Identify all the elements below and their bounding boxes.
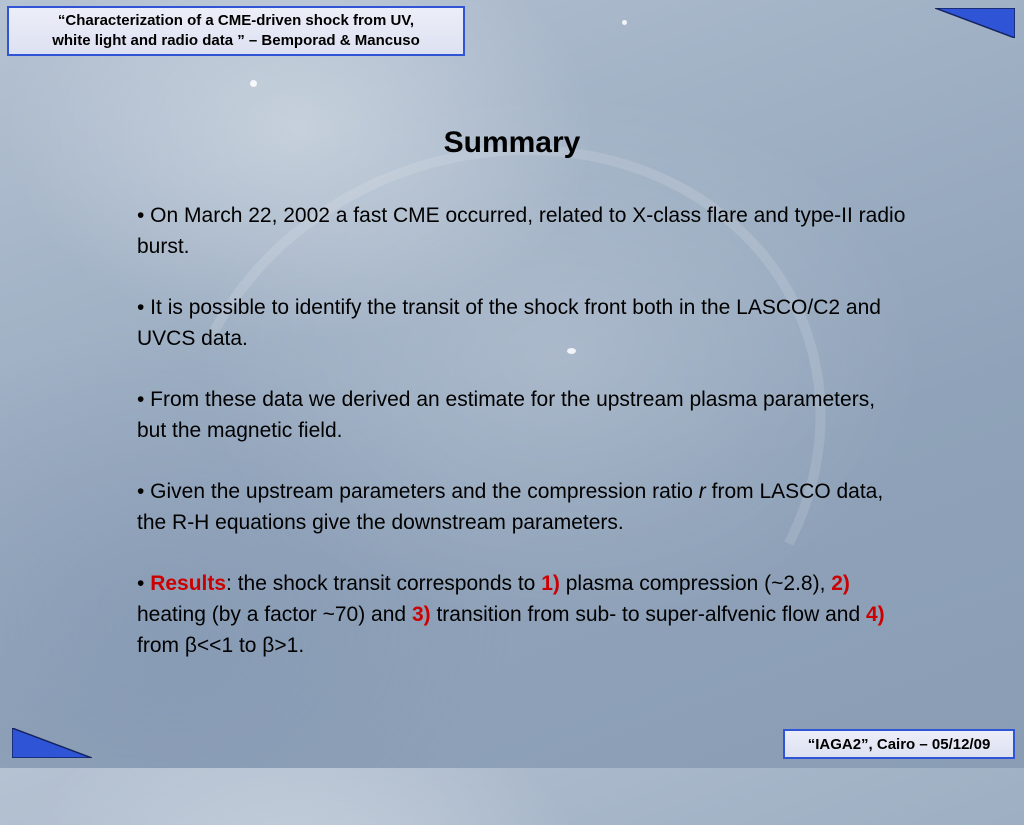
conference-footer-box [783, 729, 1015, 759]
result-number-3: 3) [411, 603, 431, 626]
summary-bullet-4 [137, 476, 907, 538]
results-label: Results [150, 572, 227, 595]
bullet-4-text-start: • Given the upstream parameters and the compression ratio [137, 480, 699, 503]
results-text-2: plasma compression (~2.8), [559, 572, 832, 595]
compression-ratio-symbol: r [698, 480, 706, 503]
result-number-1: 1) [541, 572, 560, 595]
summary-bullet-3: • From these data we derived an estimate for the upstream plasma parameters, but the magnetic field. [137, 388, 876, 442]
triangle-decoration-icon [12, 728, 92, 758]
summary-bullet-5 [137, 568, 907, 661]
bullet-5-marker: • [137, 572, 151, 595]
result-number-4: 4) [866, 603, 885, 626]
bullet-4-text-end: from LASCO data, the R-H equations give the downstream parameters. [137, 480, 884, 534]
result-number-2: 2) [831, 572, 850, 595]
summary-bullet-1: • On March 22, 2002 a fast CME occurred, related to X-class flare and type-II radio burst. [137, 204, 906, 258]
presentation-title-box [7, 6, 465, 56]
conference-footer-text: “IAGA2”, Cairo – 05/12/09 [807, 735, 991, 753]
results-text-1: : the shock transit corresponds to [226, 572, 542, 595]
summary-bullet-2: • It is possible to identify the transit of the shock front both in the LASCO/C2 and UVCS data. [137, 296, 881, 350]
background-star [250, 80, 257, 87]
presentation-title-line-2: white light and radio data ” – Bemporad & Mancuso [52, 32, 420, 49]
summary-list [137, 200, 907, 691]
results-text-3: heating (by a factor ~70) and [137, 603, 412, 626]
triangle-decoration-icon [935, 8, 1015, 38]
presentation-title-line-1: “Characterization of a CME-driven shock from UV, [57, 12, 415, 29]
results-text-5: from β<<1 to β>1. [137, 634, 305, 657]
slide-title: Summary [443, 126, 581, 159]
background-star [622, 20, 627, 25]
results-text-4: transition from sub- to super-alfvenic flow and [430, 603, 866, 626]
